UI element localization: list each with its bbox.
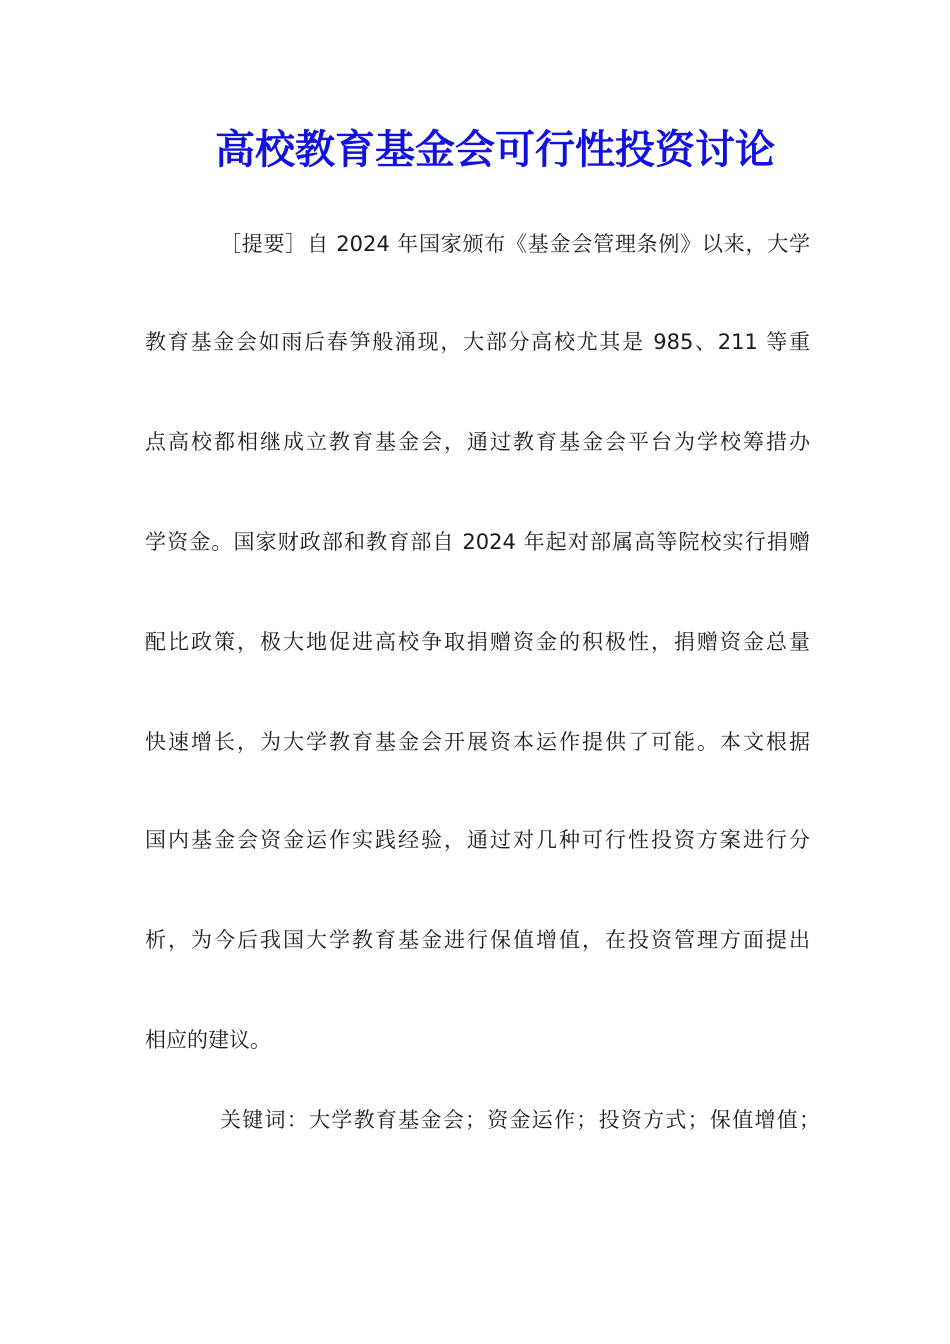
- abstract-line: 配比政策，极大地促进高校争取捐赠资金的积极性，捐赠资金总量: [145, 630, 810, 654]
- abstract-line: 快速增长，为大学教育基金会开展资本运作提供了可能。本文根据: [145, 730, 810, 754]
- abstract-line: 教育基金会如雨后春笋般涌现，大部分高校尤其是 985、211 等重: [145, 330, 810, 354]
- abstract-line-last: 相应的建议。: [145, 1028, 271, 1052]
- abstract-line: 析，为今后我国大学教育基金进行保值增值，在投资管理方面提出: [145, 928, 810, 952]
- abstract-line: ［提要］自 2024 年国家颁布《基金会管理条例》以来，大学: [220, 232, 810, 256]
- abstract-line: 学资金。国家财政部和教育部自 2024 年起对部属高等院校实行捐赠: [145, 530, 810, 554]
- keywords-line: 关键词：大学教育基金会；资金运作；投资方式；保值增值；: [220, 1108, 820, 1132]
- abstract-line: 国内基金会资金运作实践经验，通过对几种可行性投资方案进行分: [145, 828, 810, 852]
- abstract-line: 点高校都相继成立教育基金会，通过教育基金会平台为学校筹措办: [145, 430, 810, 454]
- document-title: 高校教育基金会可行性投资讨论: [215, 126, 775, 173]
